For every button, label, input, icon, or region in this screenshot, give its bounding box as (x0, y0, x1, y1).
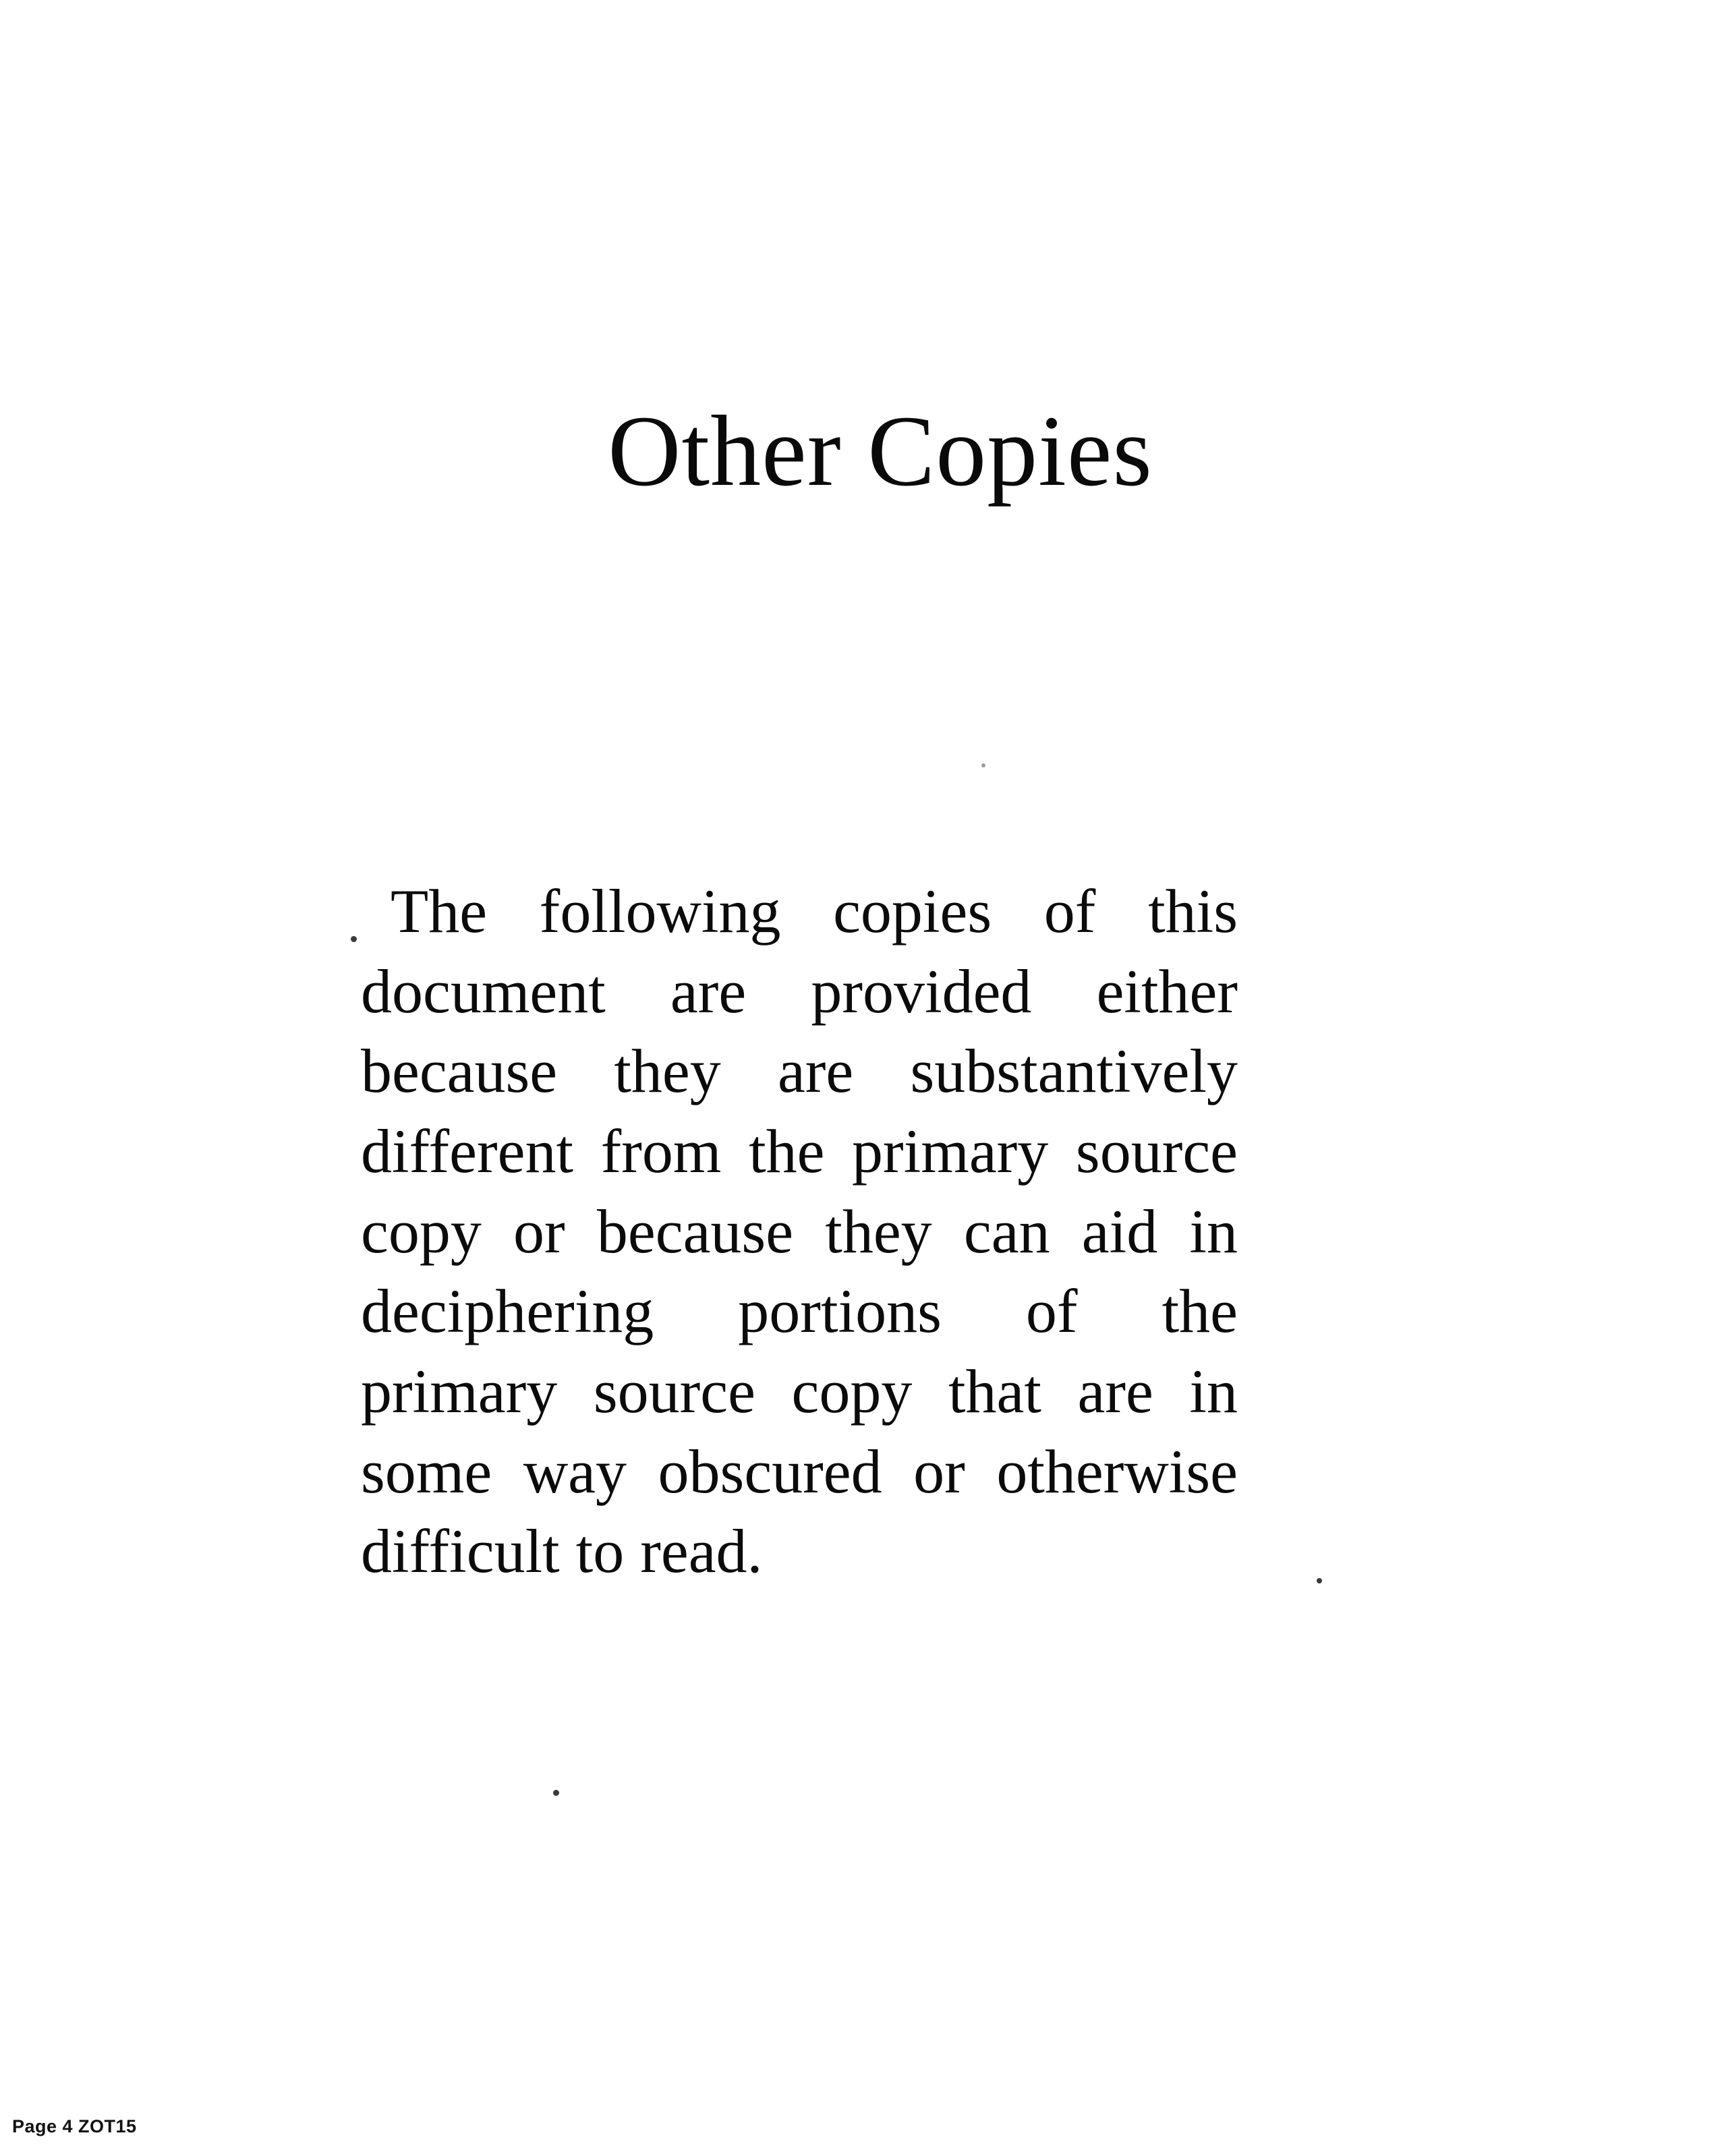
scan-speck (981, 763, 985, 767)
page-footer: Page 4 ZOT15 (12, 2116, 137, 2136)
scan-speck (1317, 1578, 1322, 1583)
body-paragraph: The following copies of this document are provided either because they are substantively different from the primary source copy or because they can aid in deciphering portions of the primary source copy that are in some way obscured or otherwise difficult to read. (361, 877, 1238, 1586)
scan-speck (553, 1790, 559, 1796)
scan-speck (351, 936, 357, 942)
page-title: Other Copies (608, 395, 1153, 507)
